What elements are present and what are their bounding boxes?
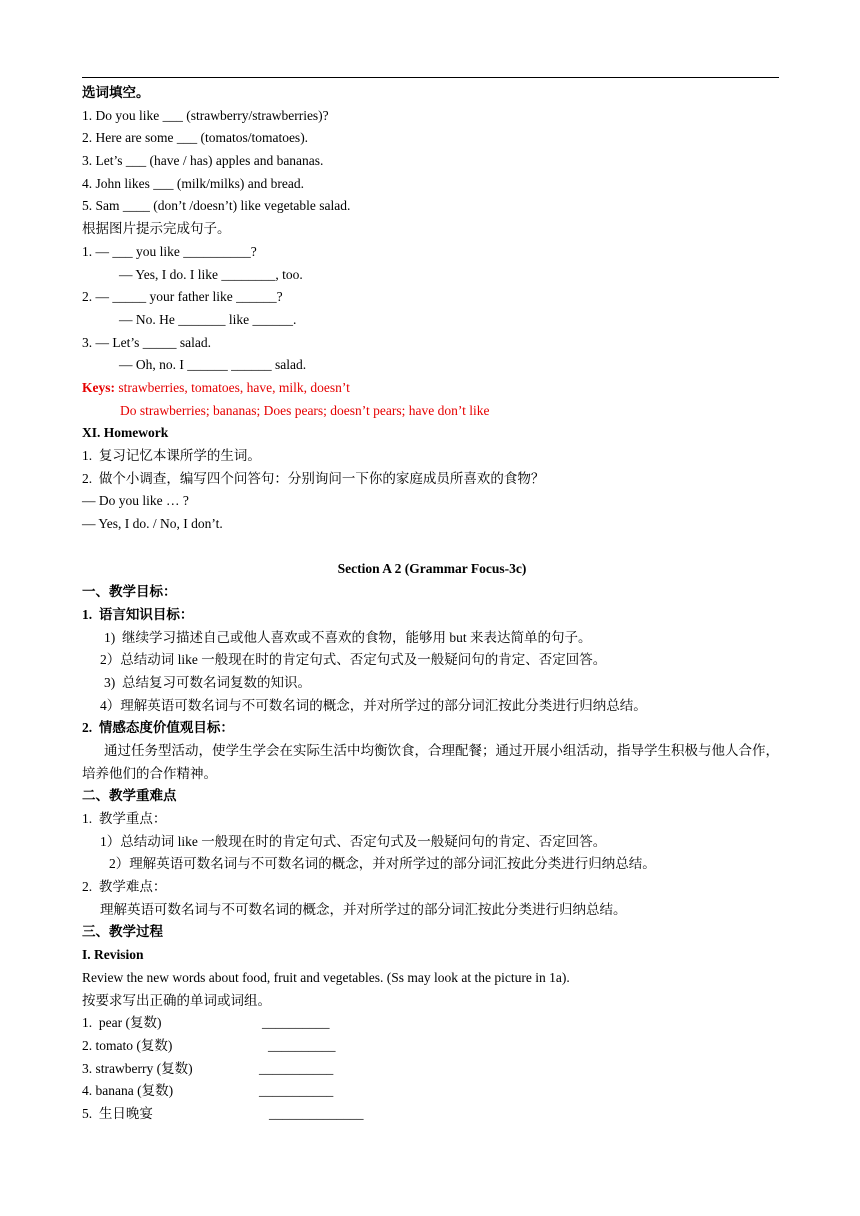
ex2-line: — No. He _______ like ______. bbox=[119, 311, 297, 327]
section-title: Section A 2 (Grammar Focus-3c) bbox=[337, 561, 527, 577]
ex2-line: 1. — ___ you like __________? bbox=[82, 243, 257, 259]
top-rule bbox=[82, 77, 779, 78]
ex1-heading: 选词填空。 bbox=[82, 85, 150, 100]
spacer bbox=[82, 536, 782, 559]
key-item: 2）理解英语可数名词与不可数名词的概念，并对所学过的部分词汇按此分类进行归纳总结。 bbox=[109, 856, 656, 872]
ex1-item: 1. Do you like ___ (strawberry/strawberries)? bbox=[82, 107, 329, 123]
homework-item: 2. 做个小调查，编写四个问答句：分别询问一下你的家庭成员所喜欢的食物？ bbox=[82, 470, 545, 486]
revision-item bbox=[82, 1058, 782, 1081]
revision-prompt: 2. tomato (复数) bbox=[82, 1037, 173, 1053]
lang-goal: 3) 总结复习可数名词复数的知识。 bbox=[104, 674, 311, 690]
revision-instruction: 按要求写出正确的单词或词组。 bbox=[82, 992, 271, 1008]
ex2-line: 3. — Let’s _____ salad. bbox=[82, 334, 211, 350]
goals-heading: 一、教学目标： bbox=[82, 584, 177, 600]
revision-blank: __________ bbox=[262, 1015, 330, 1031]
revision-text: Review the new words about food, fruit and vegetables. (Ss may look at the picture in 1a). bbox=[82, 969, 570, 985]
homework-item: — Yes, I do. / No, I don’t. bbox=[82, 516, 223, 532]
process-heading: 三、教学过程 bbox=[82, 924, 163, 940]
revision-blank: __________ bbox=[268, 1037, 336, 1053]
keys-answers-2: Do strawberries; bananas; Does pears; doesn’t pears; have don’t like bbox=[120, 402, 490, 418]
revision-prompt: 1. pear (复数) bbox=[82, 1015, 162, 1031]
difficult-heading: 2. 教学难点： bbox=[82, 879, 167, 895]
revision-blank: ___________ bbox=[259, 1083, 334, 1099]
key-heading: 1. 教学重点： bbox=[82, 811, 167, 827]
ex1-item: 5. Sam ____ (don’t /doesn’t) like vegetable salad. bbox=[82, 198, 351, 214]
ex2-line: 2. — _____ your father like ______? bbox=[82, 289, 283, 305]
revision-heading: I. Revision bbox=[82, 947, 144, 963]
ex1-item: 3. Let’s ___ (have / has) apples and bananas. bbox=[82, 153, 324, 169]
revision-prompt: 4. banana (复数) bbox=[82, 1083, 174, 1099]
ex2-line: — Yes, I do. I like ________, too. bbox=[119, 266, 303, 282]
homework-item: — Do you like … ? bbox=[82, 493, 189, 509]
ex2-line: — Oh, no. I ______ ______ salad. bbox=[119, 357, 307, 373]
revision-item bbox=[82, 1035, 782, 1058]
homework-item: 1. 复习记忆本课所学的生词。 bbox=[82, 448, 261, 463]
keys-answers-1: strawberries, tomatoes, have, milk, doesn’t bbox=[115, 379, 350, 395]
revision-prompt: 3. strawberry (复数) bbox=[82, 1060, 193, 1076]
document-body bbox=[82, 82, 782, 1126]
homework-heading: XI. Homework bbox=[82, 425, 169, 441]
emotion-heading: 2. 情感态度价值观目标： bbox=[82, 720, 234, 736]
difficult-text: 理解英语可数名词与不可数名词的概念，并对所学过的部分词汇按此分类进行归纳总结。 bbox=[100, 901, 627, 917]
lang-goal: 1) 继续学习描述自己或他人喜欢或不喜欢的食物，能够用 but 来表达简单的句子。 bbox=[104, 629, 592, 645]
revision-item bbox=[82, 1012, 782, 1035]
key-item: 1）总结动词 like 一般现在时的肯定句式、否定句式及一般疑问句的肯定、否定回答。 bbox=[100, 833, 607, 849]
ex1-item: 2. Here are some ___ (tomatos/tomatoes). bbox=[82, 130, 309, 146]
revision-blank: ___________ bbox=[259, 1060, 334, 1076]
revision-item bbox=[82, 1103, 782, 1126]
revision-item bbox=[82, 1080, 782, 1103]
keys-line-1 bbox=[82, 377, 782, 400]
key-points-heading: 二、教学重难点 bbox=[82, 788, 177, 804]
revision-prompt: 5. 生日晚宴 bbox=[82, 1105, 153, 1121]
lang-goal: 4）理解英语可数名词与不可数名词的概念，并对所学过的部分词汇按此分类进行归纳总结。 bbox=[100, 697, 647, 713]
lang-goal: 2）总结动词 like 一般现在时的肯定句式、否定句式及一般疑问句的肯定、否定回答。 bbox=[100, 652, 607, 668]
lang-goals-heading: 1. 语言知识目标： bbox=[82, 606, 194, 622]
ex2-heading: 根据图片提示完成句子。 bbox=[82, 221, 231, 237]
revision-blank: ______________ bbox=[269, 1105, 364, 1121]
keys-label: Keys: bbox=[82, 379, 115, 395]
ex1-item: 4. John likes ___ (milk/milks) and bread. bbox=[82, 175, 304, 191]
emotion-text: 通过任务型活动，使学生学会在实际生活中均衡饮食，合理配餐；通过开展小组活动，指导学生积极与他人合作，培养他们的合作精神。 bbox=[82, 742, 779, 781]
